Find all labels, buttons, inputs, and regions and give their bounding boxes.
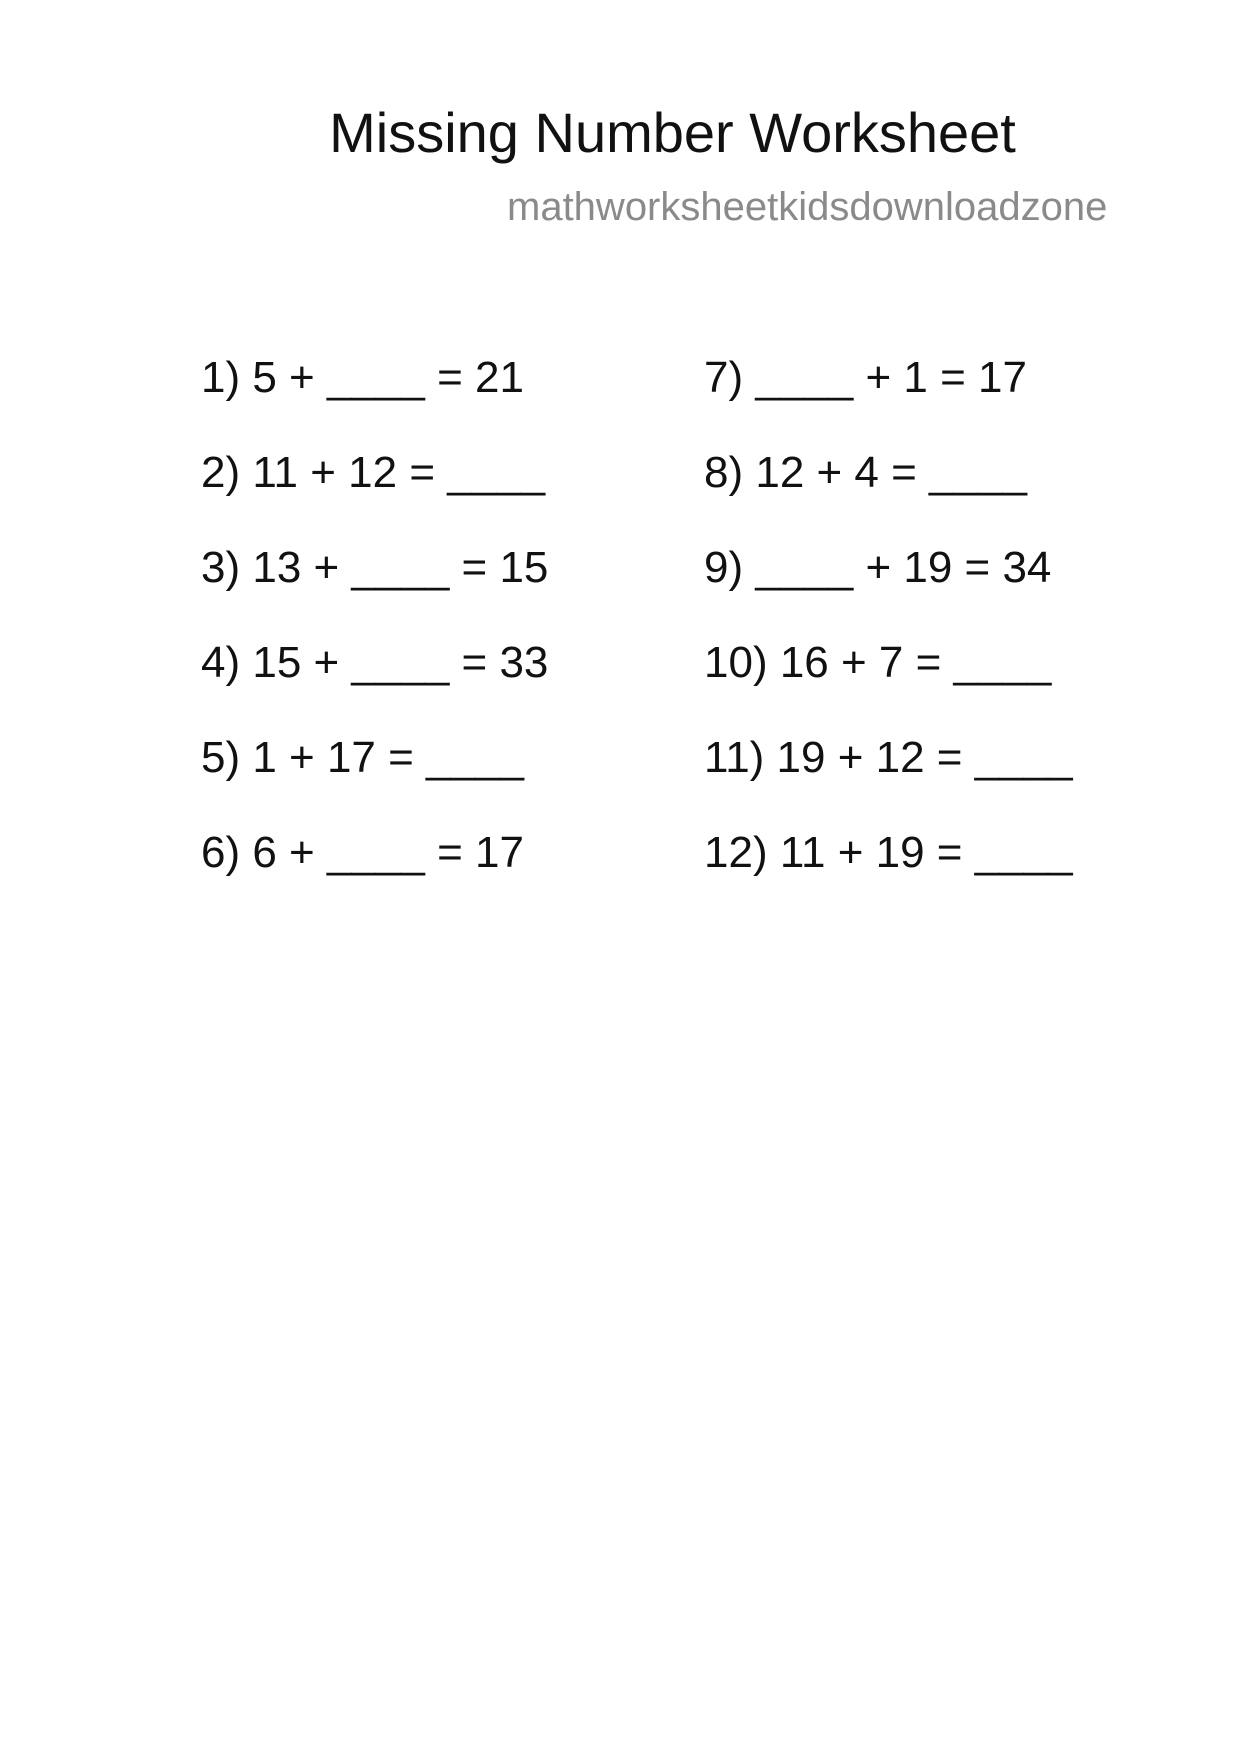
problem-11: 11) 19 + 12 = ____: [704, 733, 1073, 782]
problem-9: 9) ____ + 19 = 34: [704, 543, 1052, 592]
page-title: Missing Number Worksheet: [329, 101, 1016, 164]
problem-12: 12) 11 + 19 = ____: [704, 828, 1073, 877]
problem-1: 1) 5 + ____ = 21: [201, 353, 524, 402]
problem-2: 2) 11 + 12 = ____: [201, 448, 546, 497]
problem-column-right: [704, 350, 1073, 920]
problem-column-left: [201, 350, 548, 920]
problem-5: 5) 1 + 17 = ____: [201, 733, 524, 782]
problem-8: 8) 12 + 4 = ____: [704, 448, 1027, 497]
problem-7: 7) ____ + 1 = 17: [704, 353, 1027, 402]
page-subtitle: mathworksheetkidsdownloadzone: [507, 185, 1108, 229]
problem-3: 3) 13 + ____ = 15: [201, 543, 549, 592]
problem-4: 4) 15 + ____ = 33: [201, 638, 549, 687]
problem-10: 10) 16 + 7 = ____: [704, 638, 1052, 687]
problem-6: 6) 6 + ____ = 17: [201, 828, 524, 877]
